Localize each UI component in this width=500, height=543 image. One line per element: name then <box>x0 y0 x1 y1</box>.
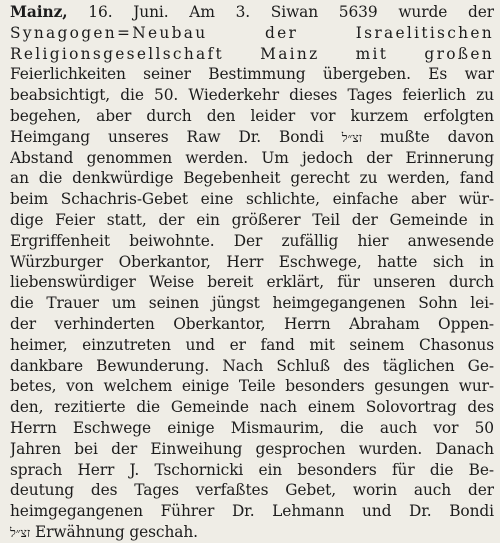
article-line-22: Jahren bei der Einweihung gesprochen wurden. Danach <box>10 439 494 458</box>
article-line-3: Religionsgesellschaft Mainz mit großen <box>10 44 494 63</box>
article-dateline: Mainz, <box>10 3 68 21</box>
article-line-6: begehen, aber durch den leider vor kurzem erfolgten <box>10 106 494 125</box>
article-line-18: dankbare Bewunderung. Nach Schluß des täglichen Ge- <box>10 356 494 375</box>
article-line-10: beim Schachris-Gebet eine schlichte, einfache aber wür- <box>10 190 494 209</box>
article-line-12: Ergriffenheit beiwohnte. Der zufällig hier anwesende <box>10 231 494 250</box>
article-line-26 <box>10 522 494 543</box>
article-line-8: Abstand genommen werden. Um jedoch der Erinnerung <box>10 148 494 167</box>
hebrew-abbreviation: זצ״ל <box>341 129 363 145</box>
article-line-24: deutung des Tages verfaßtes Gebet, worin auch der <box>10 481 494 500</box>
article-line-9: an die denkwürdige Begebenheit gerecht zu werden, fand <box>10 169 494 188</box>
article-line-2: Synagogen=Neubau der Israelitischen <box>10 23 494 42</box>
article-line-1 <box>10 2 494 23</box>
article-line-7-text: Heimgang unseres Raw Dr. Bondi <box>10 127 324 146</box>
article-line-11: dige Feier statt, der ein größerer Teil der Gemeinde in <box>10 210 494 229</box>
article-line-7-tail: mußte davon <box>380 127 494 146</box>
article-line-7 <box>10 127 494 148</box>
hebrew-abbreviation-2: זצ״ל <box>10 524 31 540</box>
article-line-14: liebenswürdiger Weise bereit erklärt, für unseren durch <box>10 273 494 292</box>
article-line-5: beabsichtigt, die 50. Wiederkehr dieses Tages feierlich zu <box>10 86 494 105</box>
article-line-21: Herrn Eschwege einige Mismaurim, die auch vor 50 <box>10 418 494 437</box>
article-line-17: heimer, einzutreten und er fand mit seinem Chasonus <box>10 335 494 354</box>
article-line-23: sprach Herr J. Tschornicki ein besonders für die Be- <box>10 460 494 479</box>
article-line-25: heimgegangenen Führer Dr. Lehmann und Dr. Bondi <box>10 502 494 521</box>
article-line-15: die Trauer um seinen jüngst heimgegangenen Sohn lei- <box>10 294 494 313</box>
article-line-13: Würzburger Oberkantor, Herr Eschwege, hatte sich in <box>10 252 494 271</box>
article-line-1-text: 16. Juni. Am 3. Siwan 5639 wurde der <box>67 3 494 21</box>
article-line-20: den, rezitierte die Gemeinde nach einem Solovortrag des <box>10 398 494 417</box>
article-line-26-text: Erwähnung geschah. <box>35 522 198 541</box>
article-line-4: Feierlichkeiten seiner Bestimmung übergeben. Es war <box>10 65 494 84</box>
article-line-19: betes, von welchem einige Teile besonders gesungen wur- <box>10 377 494 396</box>
article-line-16: der verhinderten Oberkantor, Herrn Abraham Oppen- <box>10 314 494 333</box>
